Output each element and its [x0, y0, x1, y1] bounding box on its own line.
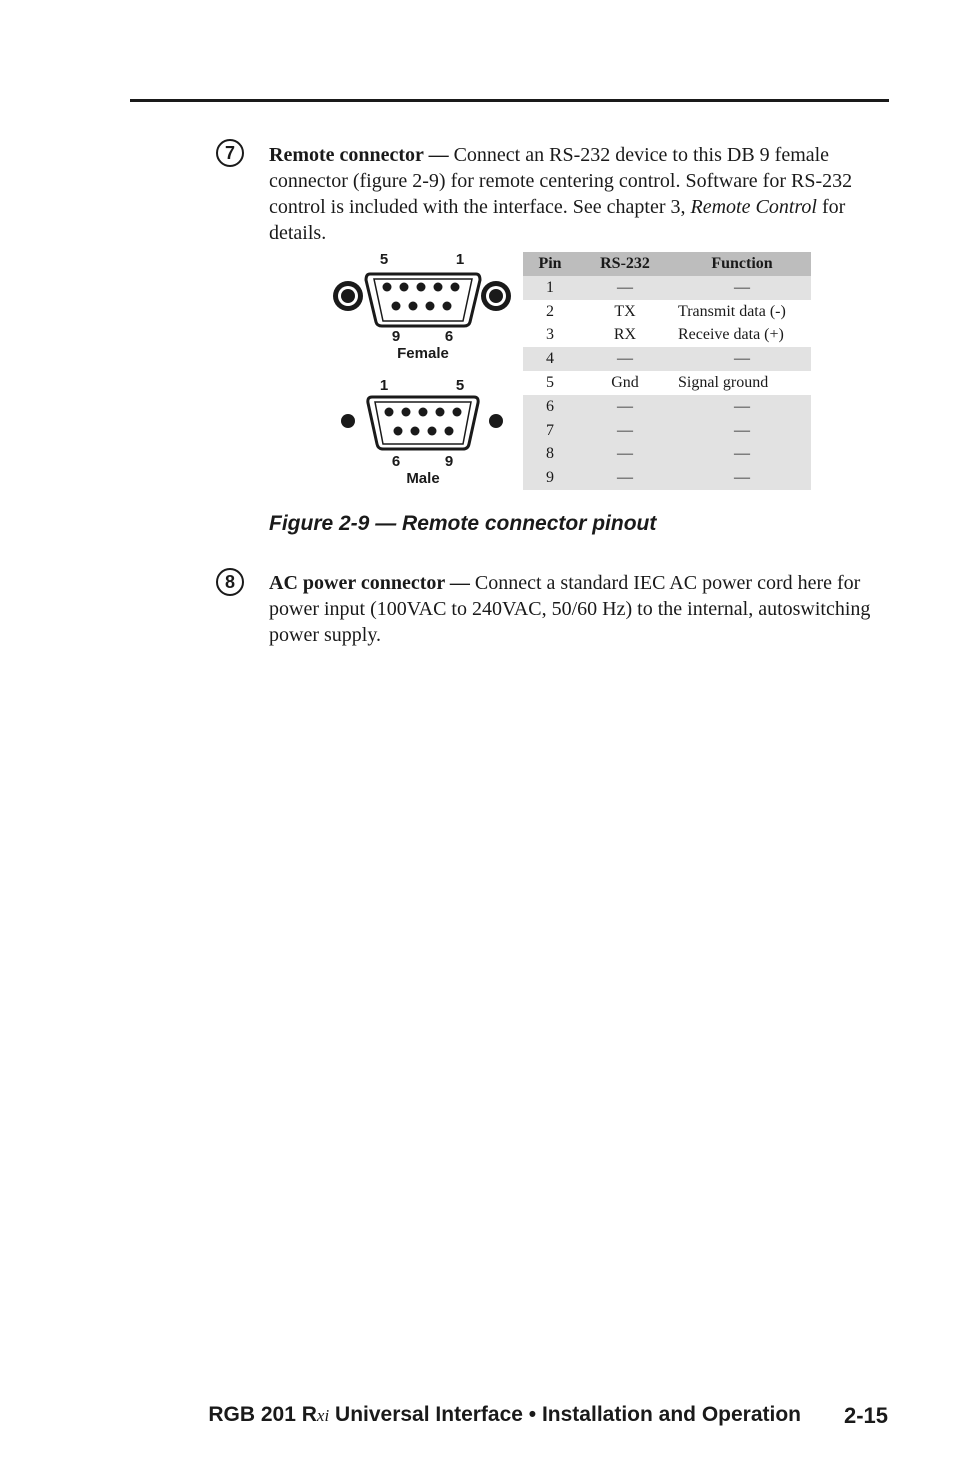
female-pin-label-top-right: 1 [455, 251, 465, 268]
function-cell: Signal ground [678, 374, 769, 392]
pin-cell: 6 [523, 395, 577, 419]
footer-title [208, 1403, 801, 1427]
male-pin-label-bottom-left: 6 [391, 453, 401, 470]
male-pin-label-top-left: 1 [379, 377, 389, 394]
pin-cell: 9 [523, 466, 577, 490]
ac-power-paragraph [269, 570, 889, 648]
table-row [523, 419, 811, 443]
function-cell: — [673, 443, 811, 467]
rs232-cell: — [577, 347, 673, 371]
pin-cell: 7 [523, 419, 577, 443]
pin-cell: 3 [546, 326, 554, 344]
remote-connector-paragraph [269, 142, 889, 246]
table-row [523, 466, 811, 490]
mount-hole-right [489, 414, 503, 428]
function-cell: — [673, 276, 811, 300]
function-cell: — [673, 395, 811, 419]
function-cell: — [673, 419, 811, 443]
page-number: 2-15 [843, 1403, 888, 1428]
female-label: Female [397, 345, 449, 362]
pinout-table [523, 252, 811, 490]
footer-title-part: RGB 201 R [208, 1403, 317, 1426]
rs232-cell: Gnd [611, 374, 639, 392]
footer-title-rest: Universal Interface • Installation and Operation [329, 1403, 801, 1426]
remote-connector-text-end: for details. [269, 196, 846, 244]
footer-title-subscript: xi [316, 1406, 330, 1425]
remote-connector-heading: Remote connector — [269, 144, 449, 166]
female-pin-label-top-left: 5 [379, 251, 389, 268]
pin-cell: 5 [546, 374, 554, 392]
table-row [523, 395, 811, 419]
pin-cell: 2 [546, 302, 554, 320]
remote-control-reference: Remote Control [690, 196, 817, 218]
table-header-row [523, 252, 811, 276]
table-row [523, 443, 811, 467]
figure-caption: Figure 2-9 — Remote connector pinout [269, 512, 657, 535]
remote-connector-text: Connect an RS-232 device to this DB 9 female connector (figure 2-9) for remote centering control. Software for RS-232 control is included with the interface. See chapter 3, [269, 144, 853, 218]
top-rule [130, 99, 889, 102]
male-label: Male [406, 470, 440, 487]
ac-power-heading: AC power connector — [269, 572, 470, 594]
rs232-cell: — [577, 466, 673, 490]
function-cell: — [673, 347, 811, 371]
callout-8: 8 [216, 568, 244, 596]
female-pin-label-bottom-right: 6 [444, 328, 454, 345]
table-row [523, 371, 811, 395]
table-row [523, 276, 811, 300]
callout-7: 7 [216, 139, 244, 167]
male-connector [341, 377, 503, 487]
rs232-cell: — [577, 443, 673, 467]
ac-power-text: Connect a standard IEC AC power cord here for power input (100VAC to 240VAC, 50/60 Hz) to the internal, autoswitching power supply. [269, 572, 871, 646]
male-pin-label-top-right: 5 [455, 377, 465, 394]
male-pin-label-bottom-right: 9 [444, 453, 454, 470]
pin-cell: 4 [523, 347, 577, 371]
db9-connector-diagram [330, 250, 516, 490]
pin-cell: 8 [523, 443, 577, 467]
table-row [523, 347, 811, 371]
mount-hole-left [341, 414, 355, 428]
column-header-function: Function [673, 252, 811, 276]
rs232-cell: — [577, 276, 673, 300]
pin-cell: 1 [523, 276, 577, 300]
female-connector [333, 251, 511, 362]
function-cell: — [673, 466, 811, 490]
function-cell: Receive data (+) [678, 326, 784, 344]
rs232-cell: RX [613, 326, 637, 344]
rs232-cell: — [577, 395, 673, 419]
rs232-cell: TX [614, 302, 636, 320]
column-header-rs232: RS-232 [577, 252, 673, 276]
rs232-cell: — [577, 419, 673, 443]
table-row [523, 300, 811, 324]
column-header-pin: Pin [523, 252, 577, 276]
table-row [523, 324, 811, 348]
female-pin-label-bottom-left: 9 [391, 328, 401, 345]
function-cell: Transmit data (-) [678, 302, 786, 320]
